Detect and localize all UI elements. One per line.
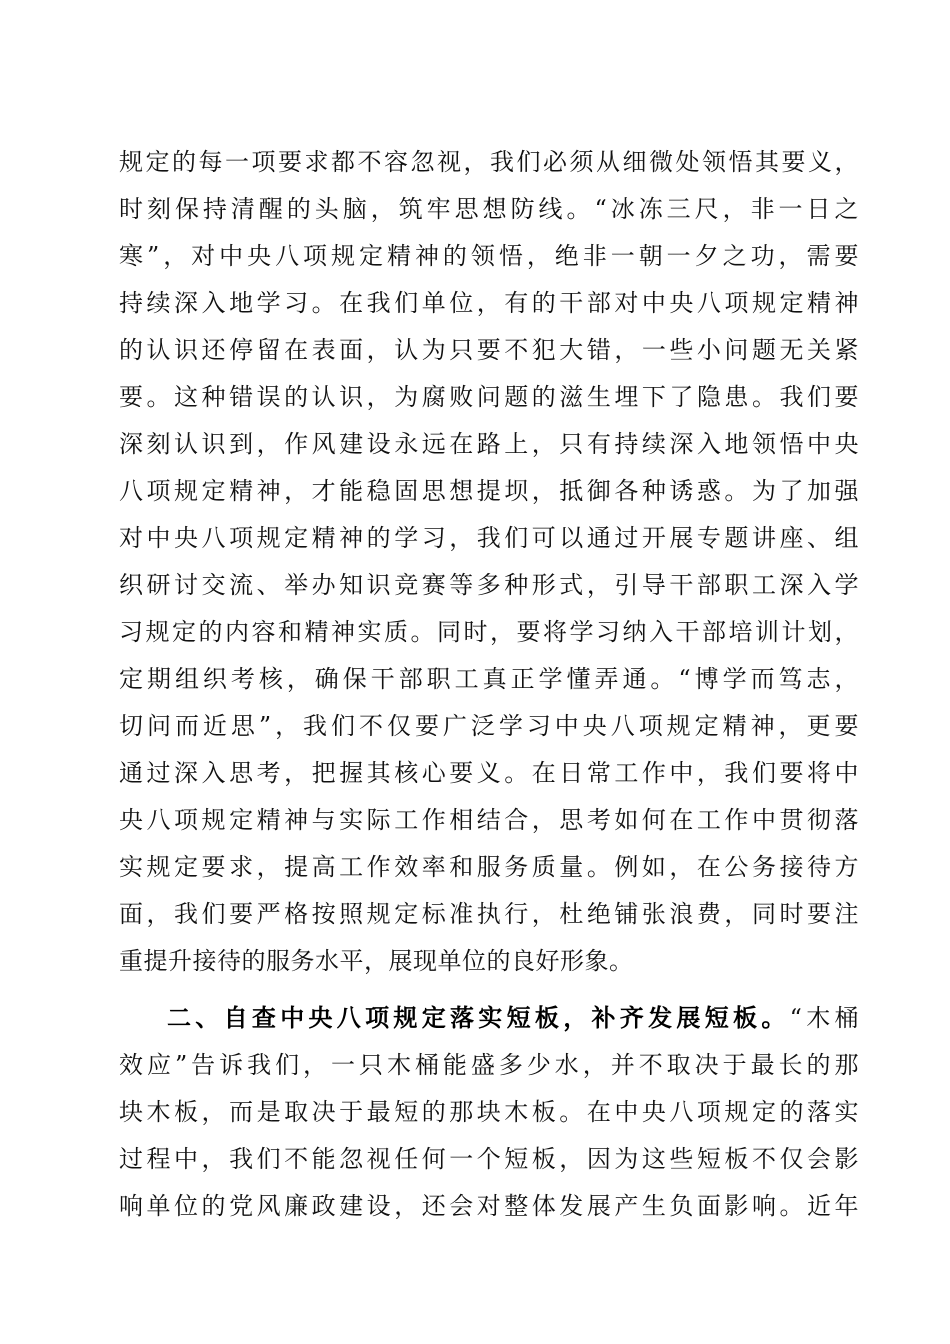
section-line: 响单位的党风廉政建设，还会对整体发展产生负面影响。近年 [119, 1192, 859, 1220]
body-line: 对中央八项规定精神的学习，我们可以通过开展专题讲座、组 [119, 524, 859, 552]
body-line-last: 重提升接待的服务水平，展现单位的良好形象。 [119, 947, 634, 975]
body-line: 深刻认识到，作风建设永远在路上，只有持续深入地领悟中央 [119, 430, 859, 458]
body-line: 八项规定精神，才能稳固思想提坝，抵御各种诱惑。为了加强 [119, 477, 859, 505]
body-line: 规定的每一项要求都不容忽视，我们必须从细微处领悟其要义， [119, 148, 859, 176]
body-line: 要。这种错误的认识，为腐败问题的滋生埋下了隐患。我们要 [119, 383, 859, 411]
body-line: 持续深入地学习。在我们单位，有的干部对中央八项规定精神 [119, 289, 859, 317]
section-heading-line [167, 998, 859, 1038]
body-line: 通过深入思考，把握其核心要义。在日常工作中，我们要将中 [119, 759, 859, 787]
section-heading-tail: “木桶 [789, 1004, 859, 1032]
body-line: 织研讨交流、举办知识竞赛等多种形式，引导干部职工深入学 [119, 571, 859, 599]
body-line: 寒”，对中央八项规定精神的领悟，绝非一朝一夕之功，需要 [119, 242, 859, 270]
body-line: 实规定要求，提高工作效率和服务质量。例如，在公务接待方 [119, 853, 859, 881]
section-line: 块木板，而是取决于最短的那块木板。在中央八项规定的落实 [119, 1098, 859, 1126]
body-line: 面，我们要严格按照规定标准执行，杜绝铺张浪费，同时要注 [119, 900, 859, 928]
section-heading: 二、自查中央八项规定落实短板，补齐发展短板。 [167, 1004, 790, 1032]
body-line: 的认识还停留在表面，认为只要不犯大错，一些小问题无关紧 [119, 336, 859, 364]
body-line: 定期组织考核，确保干部职工真正学懂弄通。“博学而笃志， [119, 665, 859, 693]
section-line: 效应”告诉我们，一只木桶能盛多少水，并不取决于最长的那 [119, 1051, 859, 1079]
body-line: 习规定的内容和精神实质。同时，要将学习纳入干部培训计划， [119, 618, 859, 646]
body-line: 时刻保持清醒的头脑，筑牢思想防线。“冰冻三尺，非一日之 [119, 195, 859, 223]
body-line: 切问而近思”，我们不仅要广泛学习中央八项规定精神，更要 [119, 712, 859, 740]
section-line: 过程中，我们不能忽视任何一个短板，因为这些短板不仅会影 [119, 1145, 859, 1173]
body-line: 央八项规定精神与实际工作相结合，思考如何在工作中贯彻落 [119, 806, 859, 834]
